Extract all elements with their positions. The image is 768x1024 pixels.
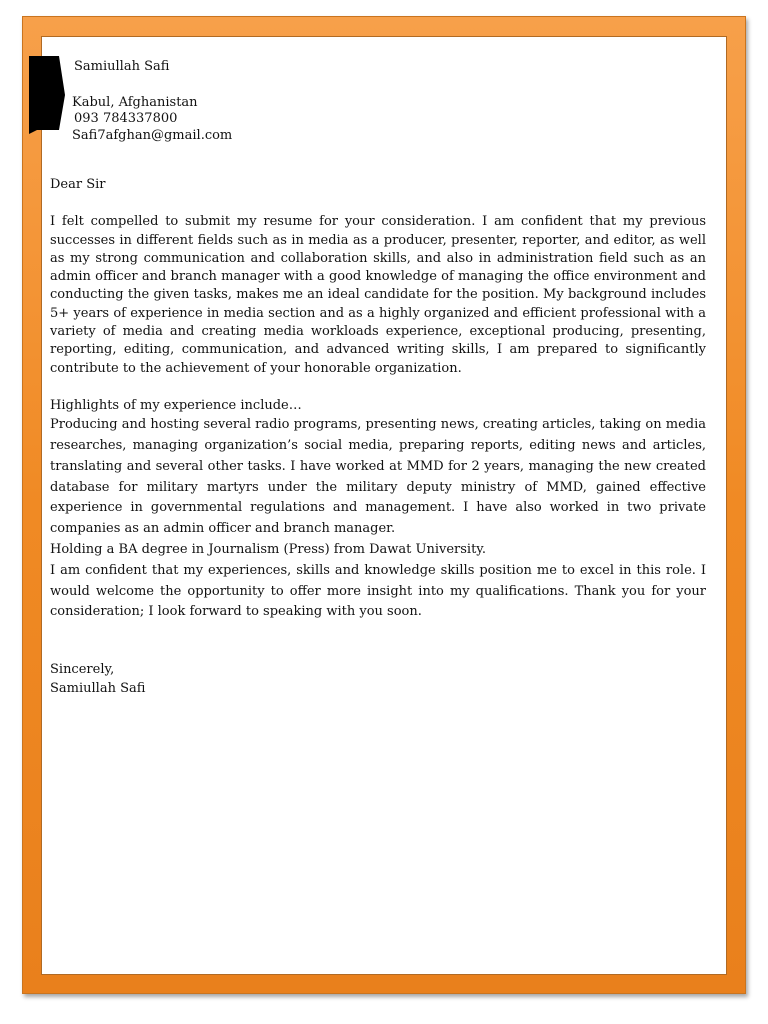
degree-line: Holding a BA degree in Journalism (Press) from Dawat University.: [50, 542, 487, 558]
letter-body: [50, 176, 706, 698]
highlights-paragraph: Producing and hosting several radio programs, presenting news, creating articles, taking on media researches, managing organization’s social media, preparing reports, editing news and articles, translating and several other tasks. I have worked at MMD for 2 years, managing the new created database for military martyrs under the military deputy ministry of MMD, gained effective experience in governmental regulations and management. I have also worked in two private companies as an admin officer and branch manager.: [50, 417, 706, 537]
signoff: Sincerely,: [50, 662, 115, 678]
sender-email: Safi7afghan@gmail.com: [72, 127, 233, 143]
signature-name: Samiullah Safi: [50, 680, 146, 696]
salutation: Dear Sir: [50, 177, 106, 192]
sender-name: Samiullah Safi: [74, 59, 170, 74]
closing-paragraph: I am confident that my experiences, skills and knowledge skills position me to excel in this role. I would welcome the opportunity to offer more insight into my qualifications. Thank you for your consideration; I look forward to speaking with you soon.: [50, 562, 706, 620]
sender-phone: 093 784337800: [74, 111, 178, 126]
sender-header: [72, 59, 232, 144]
intro-paragraph: I felt compelled to submit my resume for your consideration. I am confident that my previous successes in different fields such as in media as a producer, presenter, reporter, and editor, as well as my strong communication and collaboration skills, and also in administration field such as an admin officer and branch manager with a good knowledge of managing the office environment and conducting the given tasks, makes me an ideal candidate for the position. My background includes 5+ years of experience in media section and as a highly organized and efficient professional with a variety of media and creating media workloads experience, exceptional producing, presenting, reporting, editing, communication, and advanced writing skills, I am prepared to significantly contribute to the achievement of your honorable organization.: [50, 214, 706, 376]
highlights-heading: Highlights of my experience include…: [50, 397, 302, 413]
sender-location: Kabul, Afghanistan: [72, 94, 198, 110]
header-tab-decoration: [29, 56, 65, 134]
